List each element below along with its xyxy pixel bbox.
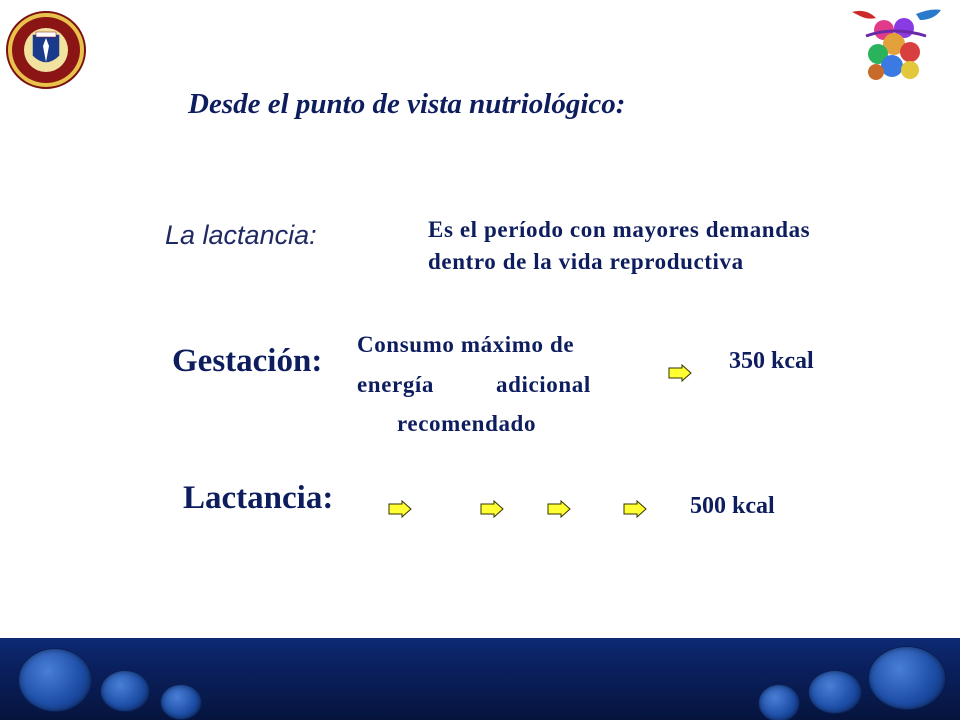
decorative-bubble — [160, 684, 202, 720]
lactancia-kcal-value: 500 kcal — [690, 493, 775, 519]
yellow-arrow-icon — [388, 500, 412, 518]
description-line-1: Es el período con mayores demandas — [428, 217, 811, 242]
yellow-arrow-icon — [623, 500, 647, 518]
consumo-line-3: recomendado — [397, 411, 537, 436]
yellow-arrow-icon — [480, 500, 504, 518]
decorative-bubble — [758, 684, 800, 720]
consumo-word-energia: energía — [357, 372, 435, 397]
footer-band — [0, 638, 960, 720]
yellow-arrow-icon — [668, 364, 692, 382]
lactancia-label: Lactancia: — [183, 480, 334, 516]
page-title: Desde el punto de vista nutriológico: — [188, 88, 626, 120]
decorative-bubble — [868, 646, 946, 710]
gestacion-kcal-value: 350 kcal — [729, 348, 814, 374]
yellow-arrow-icon — [547, 500, 571, 518]
decorative-bubble — [808, 670, 862, 714]
lactancia-description — [428, 214, 810, 278]
consumo-word-adicional: adicional — [496, 372, 591, 397]
description-line-2: dentro de la vida reproductiva — [428, 249, 744, 274]
decorative-bubble — [100, 670, 150, 712]
university-seal-logo — [5, 10, 87, 90]
decorative-bubble — [18, 648, 92, 712]
colorful-emblem-logo — [846, 6, 946, 84]
gestacion-label: Gestación: — [172, 343, 323, 379]
lactancia-intro-label: La lactancia: — [165, 220, 317, 250]
consumo-line-1: Consumo máximo de — [357, 332, 575, 357]
